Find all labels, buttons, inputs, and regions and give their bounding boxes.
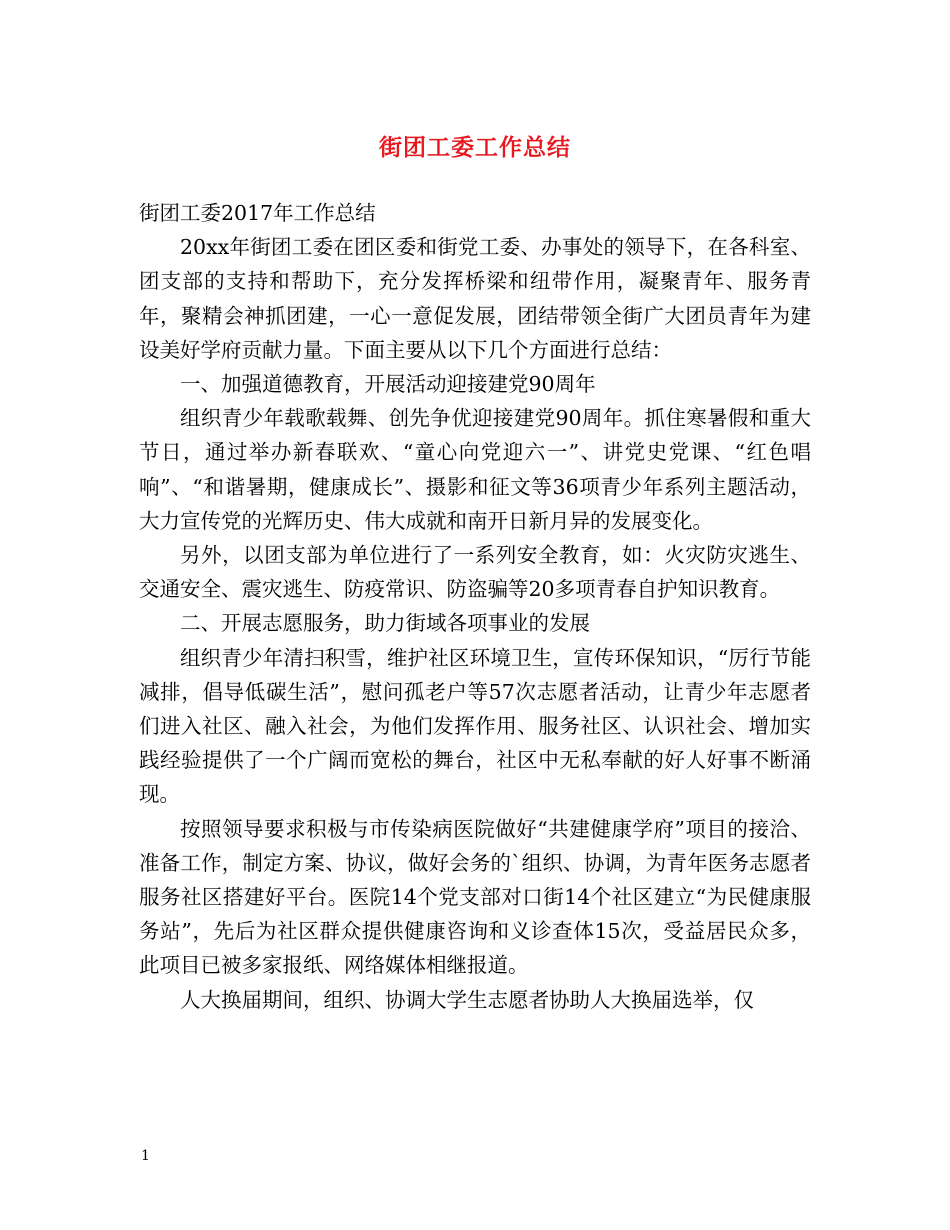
document-body xyxy=(139,196,811,1017)
paragraph-hospital: 按照领导要求积极与市传染病医院做好“共建健康学府”项目的接洽、准备工作，制定方案、协议，做好会务的`组织、协调，为青年医务志愿者服务社区搭建好平台。医院14个党支部对口街14个社区建立“为民健康服务站”，先后为社区群众提供健康咨询和义诊查体15次，受益居民众多，此项目已被多家报纸、网络媒体相继报道。 xyxy=(139,816,811,978)
paragraph-activities: 组织青少年载歌载舞、创先争优迎接建党90周年。抓住寒暑假和重大节日，通过举办新春联欢、“童心向党迎六一”、讲党史党课、“红色唱响”、“和谐暑期，健康成长”、摄影和征文等36项青少年系列主题活动，大力宣传党的光辉历史、伟大成就和南开日新月异的发展变化。 xyxy=(139,406,811,533)
section-heading-1: 一、加强道德教育，开展活动迎接建党90周年 xyxy=(180,372,596,397)
page-number: 1 xyxy=(141,1148,150,1164)
paragraph-intro: 20xx年街团工委在团区委和街党工委、办事处的领导下，在各科室、团支部的支持和帮助下，充分发挥桥梁和纽带作用，凝聚青年、服务青年，聚精会神抓团建，一心一意促发展，团结带领全街广大团员青年为建设美好学府贡献力量。下面主要从以下几个方面进行总结： xyxy=(139,235,811,362)
paragraph-election: 人大换届期间，组织、协调大学生志愿者协助人大换届选举，仅 xyxy=(180,987,754,1012)
document-title: 街团工委工作总结 xyxy=(379,134,571,161)
paragraph-volunteer: 组织青少年清扫积雪，维护社区环境卫生，宣传环保知识，“厉行节能减排，倡导低碳生活”，慰问孤老户等57次志愿者活动，让青少年志愿者们进入社区、融入社会，为他们发挥作用、服务社区、认识社会、增加实践经验提供了一个广阔而宽松的舞台，社区中无私奉献的好人好事不断涌现。 xyxy=(139,645,811,807)
paragraph-safety-education: 另外，以团支部为单位进行了一系列安全教育，如：火灾防灾逃生、交通安全、震灾逃生、防疫常识、防盗骗等20多项青春自护知识教育。 xyxy=(139,543,811,602)
document-subtitle: 街团工委2017年工作总结 xyxy=(139,201,376,225)
section-heading-2: 二、开展志愿服务，助力街域各项事业的发展 xyxy=(180,611,590,636)
